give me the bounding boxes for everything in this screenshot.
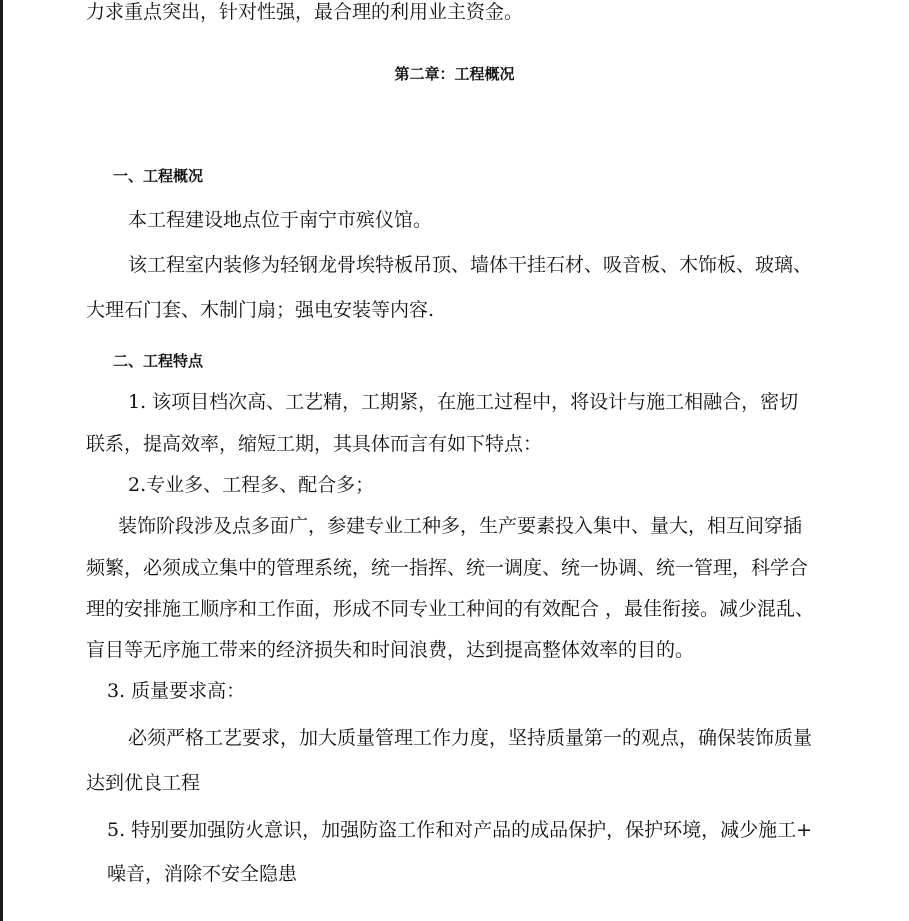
paragraph: 装饰阶段涉及点多面广，参建专业工种多，生产要素投入集中、量大，相互间穿插 <box>118 515 803 537</box>
paragraph: 盲目等无序施工带来的经济损失和时间浪费，达到提高整体效率的目的。 <box>86 639 695 661</box>
chapter-title: 第二章：工程概况 <box>394 65 515 83</box>
section-heading-overview: 一、工程概况 <box>113 167 204 185</box>
paragraph: 该工程室内装修为轻钢龙骨埃特板吊顶、墙体干挂石材、吸音板、木饰板、玻璃、 <box>128 254 813 276</box>
paragraph: 频繁，必须成立集中的管理系统，统一指挥、统一调度、统一协调、统一管理，科学合 <box>86 557 809 579</box>
top-fragment-text: 力求重点突出，针对性强，最合理的利用业主资金。 <box>86 1 524 23</box>
paragraph: 大理石门套、木制门扇；强电安装等内容. <box>86 299 435 321</box>
paragraph: 理的安排施工顺序和工作面，形成不同专业工种间的有效配合 ，最佳衔接。减少混乱、 <box>86 598 815 620</box>
list-item: 5. 特别要加强防火意识，加强防盗工作和对产品的成品保护，保护环境，减少施工+ <box>107 819 813 841</box>
list-item: 3. 质量要求高： <box>107 680 246 702</box>
section-heading-features: 二、工程特点 <box>113 352 204 370</box>
list-item: 联系，提高效率，缩短工期，其具体而言有如下特点： <box>86 433 543 455</box>
paragraph: 必须严格工艺要求，加大质量管理工作力度，坚持质量第一的观点，确保装饰质量 <box>128 727 813 749</box>
list-item: 噪音，消除不安全隐患 <box>107 863 298 885</box>
paragraph: 达到优良工程 <box>86 772 201 794</box>
list-item: 1. 该项目档次高、工艺精，工期紧，在施工过程中，将设计与施工相融合，密切 <box>128 391 799 413</box>
page-left-border <box>0 0 3 921</box>
paragraph: 本工程建设地点位于南宁市殡仪馆。 <box>128 209 433 231</box>
list-item: 2.专业多、工程多、配合多； <box>128 474 375 496</box>
